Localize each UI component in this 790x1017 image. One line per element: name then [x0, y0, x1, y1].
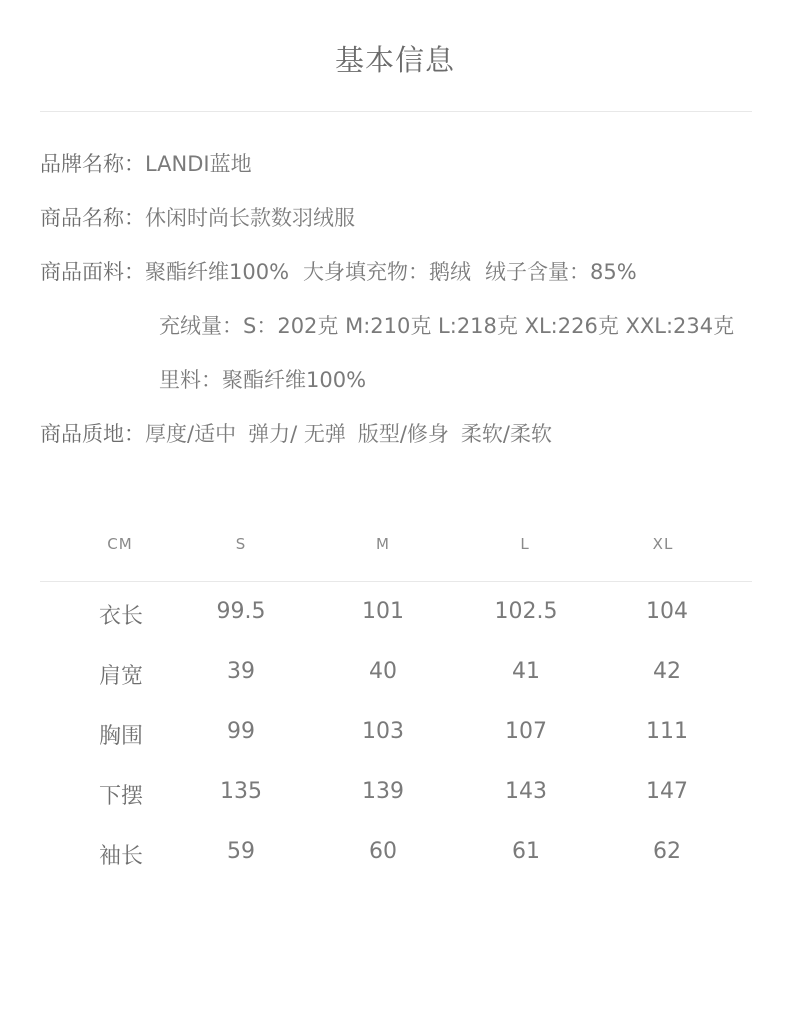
table-row	[40, 599, 752, 629]
table-row	[40, 839, 752, 869]
row-name: 肩宽	[98, 664, 143, 689]
header-xl: XL	[652, 535, 674, 553]
product-name-value: 休闲时尚长款数羽绒服	[145, 206, 355, 230]
header-cm: CM	[107, 535, 133, 553]
texture-label: 商品质地：	[40, 422, 145, 446]
brand-label: 品牌名称：	[40, 152, 145, 176]
product-name-row	[40, 203, 355, 233]
row-name: 下摆	[98, 784, 143, 809]
fabric-label: 商品面料：	[40, 260, 145, 284]
table-row	[40, 719, 752, 749]
header-l: L	[520, 535, 530, 553]
brand-value: LANDI蓝地	[145, 152, 252, 176]
brand-row	[40, 149, 252, 179]
lining: 里料：聚酯纤维100%	[159, 368, 367, 392]
cell-l: 143	[505, 779, 547, 804]
cell-s: 99	[227, 719, 255, 744]
cell-m: 40	[369, 659, 397, 684]
cell-xl: 147	[646, 779, 688, 804]
cell-l: 61	[512, 839, 540, 864]
table-header-divider	[40, 581, 752, 582]
cell-xl: 104	[646, 599, 688, 624]
fabric-main: 聚酯纤维100%	[145, 260, 290, 284]
cell-l: 41	[512, 659, 540, 684]
cell-m: 139	[362, 779, 404, 804]
cell-l: 107	[505, 719, 547, 744]
table-row	[40, 779, 752, 809]
fill-amount-row	[159, 311, 734, 341]
table-row	[40, 659, 752, 689]
header-s: S	[235, 535, 247, 553]
cell-xl: 62	[653, 839, 681, 864]
texture-thickness: 厚度/适中	[145, 422, 237, 446]
page-title: 基本信息	[334, 43, 455, 77]
cell-s: 39	[227, 659, 255, 684]
title-divider	[40, 111, 752, 112]
cell-s: 135	[220, 779, 262, 804]
cell-xl: 111	[646, 719, 688, 744]
cell-s: 99.5	[216, 599, 266, 624]
lining-row	[159, 365, 366, 395]
fabric-filling: 大身填充物：鹅绒	[303, 260, 472, 284]
fabric-row	[40, 257, 637, 287]
cell-xl: 42	[653, 659, 681, 684]
row-name: 袖长	[98, 844, 143, 869]
texture-row	[40, 419, 552, 449]
product-name-label: 商品名称：	[40, 206, 145, 230]
cell-m: 103	[362, 719, 404, 744]
cell-m: 60	[369, 839, 397, 864]
header-m: M	[376, 535, 390, 553]
texture-fit: 版型/修身	[357, 422, 449, 446]
cell-s: 59	[227, 839, 255, 864]
fill-amount: 充绒量：S：202克 M:210克 L:218克 XL:226克 XXL:234克	[159, 314, 735, 338]
cell-l: 102.5	[494, 599, 558, 624]
cell-m: 101	[362, 599, 404, 624]
row-name: 胸围	[98, 724, 143, 749]
texture-elasticity: 弹力/ 无弹	[248, 422, 346, 446]
row-name: 衣长	[98, 604, 143, 629]
texture-softness: 柔软/柔软	[460, 422, 552, 446]
down-content: 绒子含量：85%	[485, 260, 637, 284]
